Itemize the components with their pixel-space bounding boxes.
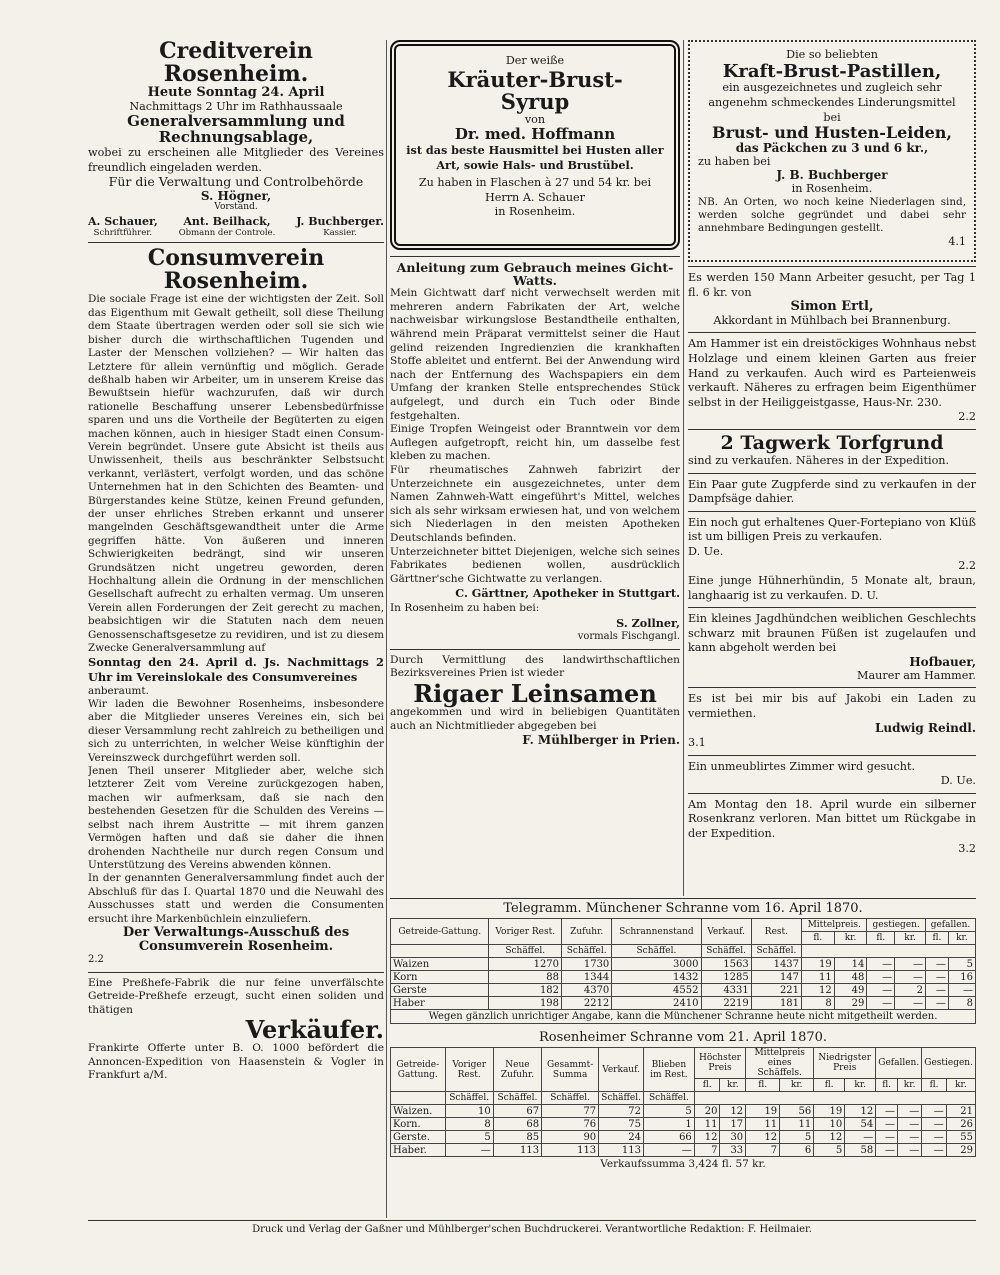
table-row — [391, 1144, 976, 1157]
signature-role: Schriftführer. — [93, 228, 153, 239]
table-cell: — — [922, 1105, 947, 1118]
signature-name: J. Buchberger. — [296, 215, 384, 229]
leinsamen-sig: F. Mühlberger in Prien. — [522, 733, 680, 748]
table-cell: 24 — [599, 1131, 644, 1144]
unit-cell — [391, 1092, 446, 1105]
divider — [688, 687, 976, 688]
creditverein-signatures — [88, 215, 384, 238]
table-cell: — — [898, 1118, 922, 1131]
table-cell: 77 — [542, 1105, 599, 1118]
laden-p: Es ist bei mir bis auf Jakobi ein Laden zu vermiethen. — [688, 692, 976, 720]
table-cell: 4552 — [612, 984, 701, 997]
table-cell: — — [867, 958, 895, 971]
divider — [688, 607, 976, 608]
sub-header: kr. — [895, 932, 926, 945]
table-row — [391, 958, 976, 971]
col-header: Verkauf. — [599, 1048, 644, 1092]
table-cell: 2212 — [562, 997, 612, 1010]
table-row — [391, 1118, 976, 1131]
table-row — [391, 1131, 976, 1144]
divider — [688, 755, 976, 756]
creditverein-chief: S. Högner, — [200, 188, 272, 203]
consumverein-p4: Jenen Theil unserer Mitglieder aber, welche sich letzterer Zeit vom Vereine zurückgezogen haben, machen wir aufmerksam, daß sie nach den bestehenden Gesetzen für die Schulden des Vereins — selbst nach ihrem Austritte — mit ihrem ganzen Vermögen haften und daß sie daher die ihnen drohenden Nachtheile nur durch regen Consum und Unterstützung des Vereins abwenden können. — [88, 765, 384, 871]
table-cell: — — [644, 1144, 695, 1157]
laden-num: 3.1 — [688, 736, 706, 750]
sub-header: fl. — [746, 1079, 780, 1092]
col-header: Verkauf. — [701, 919, 751, 945]
col-header: Zufuhr. — [562, 919, 612, 945]
table-cell: — — [898, 1131, 922, 1144]
syrup-l5: Dr. med. Hoffmann — [454, 125, 616, 144]
gichtwatt-p5: In Rosenheim zu haben bei: — [390, 601, 540, 614]
table-cell: 11 — [780, 1118, 814, 1131]
table-cell: — — [867, 984, 895, 997]
huehnerhund-ad: Eine junge Hühnerhündin, 5 Monate alt, braun, langhaarig ist zu verkaufen. D. U. — [688, 574, 976, 602]
gichtwatt-ad — [390, 261, 680, 645]
table-cell: — — [925, 984, 948, 997]
creditverein-event: Generalversammlung und Rechnungsablage, — [127, 112, 345, 147]
table-cell: 181 — [751, 997, 801, 1010]
table-cell: 30 — [720, 1131, 746, 1144]
creditverein-date: Heute Sonntag 24. April — [147, 85, 325, 101]
table-cell: 7 — [694, 1144, 720, 1157]
col-header: Blieben im Rest. — [644, 1048, 695, 1092]
table-cell: 11 — [694, 1118, 720, 1131]
pastillen-l1: Die so beliebten — [786, 48, 878, 61]
signature-role: Obmann der Controle. — [178, 228, 276, 239]
torf-ad — [688, 431, 976, 469]
sub-header: kr. — [780, 1079, 814, 1092]
consumverein-ad — [88, 247, 384, 968]
column-1 — [88, 40, 384, 1082]
table-cell: — — [922, 1131, 947, 1144]
table-cell: 3000 — [612, 958, 701, 971]
rosenheim-body — [391, 1105, 976, 1157]
table-cell: 1437 — [751, 958, 801, 971]
table-cell: 1 — [644, 1118, 695, 1131]
syrup-l4: von — [524, 112, 546, 126]
table-cell: 11 — [802, 971, 835, 984]
gichtwatt-p3: Für rheumatisches Zahnweh fabrizirt der Unterzeichnete ein ausgezeichnetes, unter dem Namen Zahnweh-Watt eingeführt's Mittel, welches sich als sehr wirksam erwiesen hat, und von welchem sich Niederlagen in den meisten Apotheken Deutschlands befinden. — [390, 463, 680, 544]
syrup-l8: in Rosenheim. — [494, 205, 576, 219]
leinsamen-title: Rigaer Leinsamen — [413, 678, 657, 708]
fortepiano-du: D. Ue. — [688, 544, 724, 558]
col-header: Gestiegen. — [922, 1048, 976, 1079]
table-cell: — — [895, 971, 926, 984]
zimmer-p: Ein unmeublirtes Zimmer wird gesucht. — [688, 759, 915, 773]
table-cell: 6 — [780, 1144, 814, 1157]
table-cell: 1730 — [562, 958, 612, 971]
table-cell: 33 — [720, 1144, 746, 1157]
table-cell: 21 — [946, 1105, 975, 1118]
col-header: Mittelpreis. — [802, 919, 867, 932]
syrup-l1: Der weiße — [505, 54, 565, 67]
table-cell: 221 — [751, 984, 801, 997]
gichtwatt-p4: Unterzeichneter bittet Diejenigen, welche sich seines Fabrikates bedienen wollen, ausdrücklich Gärttner'sche Gichtwatte zu verlangen. — [390, 545, 680, 585]
table-cell: 17 — [720, 1118, 746, 1131]
creditverein-chief-role: Vorstand. — [214, 202, 258, 213]
table-cell: 113 — [599, 1144, 644, 1157]
jagdhund-role: Maurer am Hammer. — [857, 668, 976, 682]
table-cell: — — [445, 1144, 493, 1157]
table-cell: 1563 — [701, 958, 751, 971]
table-cell: 68 — [493, 1118, 541, 1131]
rosenheim-summe: Verkaufssumma 3,424 fl. 57 kr. — [600, 1158, 766, 1170]
table-cell: 55 — [946, 1131, 975, 1144]
table-cell: 49 — [834, 984, 867, 997]
arbeiter-p2: Akkordant in Mühlbach bei Brannenburg. — [713, 313, 951, 327]
wohnhaus-p: Am Hammer ist ein dreistöckiges Wohnhaus nebst Holzlage und einem kleinen Garten aus freier Hand zu verkaufen. Auch wird es Parteienweis verkauft. Näheres zu erfragen beim Eigenthümer selbst in der Heiliggeistgasse, Haus-Nr. 230. — [688, 337, 976, 409]
table-cell: 85 — [493, 1131, 541, 1144]
col-header: Gesammt-Summa — [542, 1048, 599, 1092]
table-cell: 113 — [493, 1144, 541, 1157]
table-cell: 5 — [780, 1131, 814, 1144]
table-cell: 182 — [489, 984, 562, 997]
table-cell: 5 — [644, 1105, 695, 1118]
creditverein-sub: Nachmittags 2 Uhr im Rathhaussaale — [129, 99, 343, 113]
col-header: Voriger Rest. — [445, 1048, 493, 1092]
grain-type-cell: Waizen — [391, 958, 489, 971]
table-cell: 14 — [834, 958, 867, 971]
unit-cell: Schäffel. — [489, 945, 562, 958]
unit-cell: Schäffel. — [644, 1092, 695, 1105]
grain-type-cell: Haber — [391, 997, 489, 1010]
presshefe-text: Eine Preßhefe-Fabrik die nur feine unverfälschte Getreide-Preßhefe erzeugt, sucht einen soliden und thätigen — [88, 976, 384, 1016]
divider — [688, 793, 976, 794]
table-cell: 8 — [802, 997, 835, 1010]
rosenkranz-p: Am Montag den 18. April wurde ein silberner Rosenkranz verloren. Man bittet um Rückgabe in der Expedition. — [688, 797, 976, 840]
pastillen-l7: J. B. Buchberger — [776, 168, 888, 183]
column-3 — [688, 40, 976, 856]
table-cell: — — [876, 1144, 898, 1157]
table-cell: 5 — [445, 1131, 493, 1144]
pastillen-l6: zu haben bei — [698, 154, 771, 168]
table-cell: 19 — [746, 1105, 780, 1118]
table-cell: 12 — [845, 1105, 876, 1118]
divider — [688, 429, 976, 430]
unit-cell: Schäffel. — [493, 1092, 541, 1105]
muenchen-title: Telegramm. Münchener Schranne vom 16. April 1870. — [503, 901, 863, 916]
table-cell: 76 — [542, 1118, 599, 1131]
table-cell: 12 — [746, 1131, 780, 1144]
divider — [688, 332, 976, 333]
divider — [390, 898, 976, 899]
gichtwatt-sig2b: vormals Fischgangl. — [577, 631, 680, 643]
fortepiano-ad — [688, 516, 976, 574]
grain-type-cell: Haber. — [391, 1144, 446, 1157]
table-cell: — — [922, 1118, 947, 1131]
consumverein-num: 2.2 — [88, 954, 104, 966]
rosenheim-title: Rosenheimer Schranne vom 21. April 1870. — [538, 1030, 828, 1045]
table-cell: 147 — [751, 971, 801, 984]
column-rule — [386, 40, 387, 1218]
creditverein-body: wobei zu erscheinen alle Mitglieder des Vereines freundlich eingeladen werden. — [88, 145, 384, 174]
table-cell: — — [925, 958, 948, 971]
signature-name: A. Schauer, — [88, 215, 158, 229]
rosenkranz-num: 3.2 — [958, 841, 976, 855]
table-cell: — — [867, 971, 895, 984]
table-cell: — — [898, 1144, 922, 1157]
table-cell: 1432 — [612, 971, 701, 984]
syrup-ad — [390, 40, 680, 250]
table-cell: 1270 — [489, 958, 562, 971]
syrup-l3: Syrup — [500, 88, 570, 114]
fortepiano-num: 2.2 — [958, 559, 976, 573]
col-header: gestiegen. — [867, 919, 926, 932]
muenchen-note: Wegen gänzlich unrichtiger Angabe, kann die Münchener Schranne heute nicht mitgetheilt werden. — [390, 1010, 976, 1024]
table-cell: 90 — [542, 1131, 599, 1144]
col-header: Neue Zufuhr. — [493, 1048, 541, 1092]
jagdhund-ad — [688, 612, 976, 683]
syrup-l7: Zu haben in Flaschen à 27 und 54 kr. bei Herrn A. Schauer — [418, 176, 652, 204]
table-cell: 72 — [599, 1105, 644, 1118]
muenchen-body — [391, 958, 976, 1010]
signature-name: Ant. Beilhack, — [183, 215, 271, 229]
gichtwatt-p2: Einige Tropfen Weingeist oder Branntwein vor dem Auflegen aufgetropft, reicht hin, um dasselbe fest kleben zu machen. — [390, 423, 680, 463]
table-cell: 12 — [694, 1131, 720, 1144]
pastillen-l9: NB. An Orten, wo noch keine Niederlagen sind, werden solche gegründet und dabei sehr annehmbare Bedingungen gestellt. — [698, 196, 966, 235]
grain-type-cell: Gerste. — [391, 1131, 446, 1144]
grain-type-cell: Gerste — [391, 984, 489, 997]
zimmer-du: D. Ue. — [940, 774, 976, 788]
consumverein-date: Sonntag den 24. April d. Js. Nachmittags 2 Uhr im Vereinslokale des Consumvereines — [88, 655, 384, 685]
table-cell: 16 — [948, 971, 975, 984]
table-cell: 54 — [845, 1118, 876, 1131]
sub-header: fl. — [867, 932, 895, 945]
table-cell: 5 — [814, 1144, 845, 1157]
col-header: gefallen. — [925, 919, 975, 932]
table-cell: 48 — [834, 971, 867, 984]
sub-header: fl. — [876, 1079, 898, 1092]
table-cell: 29 — [946, 1144, 975, 1157]
rosenkranz-ad — [688, 798, 976, 856]
grain-type-cell: Korn. — [391, 1118, 446, 1131]
table-cell: 7 — [746, 1144, 780, 1157]
torf-p: sind zu verkaufen. Näheres in der Expedition. — [688, 453, 950, 467]
table-cell: 12 — [802, 984, 835, 997]
leinsamen-ad — [390, 654, 680, 748]
table-cell: 19 — [814, 1105, 845, 1118]
table-cell: 12 — [814, 1131, 845, 1144]
presshefe-ad — [88, 977, 384, 1083]
leinsamen-p2: angekommen und wird in beliebigen Quantitäten auch an Nichtmitlieder abgegeben bei — [390, 706, 680, 732]
pastillen-num: 4.1 — [948, 235, 966, 249]
table-cell: 198 — [489, 997, 562, 1010]
consumverein-title: Consumverein Rosenheim. — [147, 245, 325, 295]
sub-header: fl. — [814, 1079, 845, 1092]
consumverein-p3: Wir laden die Bewohner Rosenheims, insbesondere aber die Mitglieder unseres Vereines ein, sich bei dieser Versammlung recht zahlreich zu betheiligen und sich zu unterrichten, in welcher Weise künftighin der Vereinszweck durchgeführt werden soll. — [88, 698, 384, 764]
unit-cell: Schäffel. — [751, 945, 801, 958]
jagdhund-p: Ein kleines Jagdhündchen weiblichen Geschlechts schwarz mit braunen Füßen ist zugelaufen und kann abgeholt werden bei — [688, 612, 976, 655]
grain-type-cell: Korn — [391, 971, 489, 984]
table-cell: 29 — [834, 997, 867, 1010]
unit-cell: Schäffel. — [562, 945, 612, 958]
imprint-footer: Druck und Verlag der Gaßner und Mühlberger'schen Buchdruckerei. Verantwortliche Redaktion: F. Heilmaier. — [88, 1220, 976, 1235]
table-cell: — — [876, 1105, 898, 1118]
col-header: Mittelpreis eines Schäffels. — [746, 1048, 814, 1079]
table-cell: — — [867, 997, 895, 1010]
table-row — [391, 984, 976, 997]
table-cell: — — [895, 958, 926, 971]
schranne-tables — [390, 898, 976, 1172]
table-cell: 8 — [445, 1118, 493, 1131]
table-cell: 10 — [814, 1118, 845, 1131]
col-header: Niedrigster Preis — [814, 1048, 876, 1079]
table-cell: — — [895, 997, 926, 1010]
table-cell: 19 — [802, 958, 835, 971]
jagdhund-name: Hofbauer, — [909, 655, 976, 670]
table-row — [391, 997, 976, 1010]
consumverein-p5: In der genannten Generalversammlung findet auch der Abschluß für das I. Quartal 1870 und die Neuwahl des Ausschusses statt und werden die Consumenten ersucht ihre Markenbüchlein einzuliefern. — [88, 872, 384, 925]
presshefe-text2: Frankirte Offerte unter B. O. 1000 befördert die Annoncen-Expedition von Haasenstein & Vogler in Frankfurt a/M. — [88, 1042, 384, 1082]
table-cell: — — [845, 1131, 876, 1144]
table-cell: — — [876, 1131, 898, 1144]
unit-cell — [802, 945, 976, 958]
sub-header: kr. — [946, 1079, 975, 1092]
table-cell: 58 — [845, 1144, 876, 1157]
sub-header: fl. — [925, 932, 948, 945]
sub-header: fl. — [922, 1079, 947, 1092]
gichtwatt-sig: C. Gärttner, Apotheker in Stuttgart. — [455, 586, 680, 601]
col-header: Höchster Preis — [694, 1048, 745, 1079]
pastillen-l2: Kraft-Brust-Pastillen, — [722, 60, 942, 82]
unit-cell: Schäffel. — [612, 945, 701, 958]
consumverein-sign: Der Verwaltungs-Ausschuß des Consumverein Rosenheim. — [122, 924, 350, 954]
table-cell: — — [925, 997, 948, 1010]
table-cell: — — [948, 984, 975, 997]
arbeiter-ad — [688, 271, 976, 328]
col-header: Voriger Rest. — [489, 919, 562, 945]
table-cell: 2 — [895, 984, 926, 997]
sub-header: kr. — [948, 932, 975, 945]
table-cell: 11 — [746, 1118, 780, 1131]
pastillen-l8: in Rosenheim. — [791, 181, 873, 195]
table-cell: 4370 — [562, 984, 612, 997]
unit-cell: Schäffel. — [701, 945, 751, 958]
wohnhaus-ad — [688, 337, 976, 425]
gichtwatt-sig2: S. Zollner, — [616, 615, 680, 630]
divider — [688, 473, 976, 474]
column-2 — [390, 40, 680, 748]
divider — [88, 972, 384, 973]
divider — [390, 256, 680, 257]
gichtwatt-title: Anleitung zum Gebrauch meines Gicht-Watts. — [396, 260, 674, 289]
col-header: Getreide-Gattung. — [391, 919, 489, 945]
table-cell: — — [898, 1105, 922, 1118]
zimmer-ad — [688, 760, 976, 789]
table-cell: 5 — [948, 958, 975, 971]
table-cell: 56 — [780, 1105, 814, 1118]
sub-header: kr. — [720, 1079, 746, 1092]
column-rule — [683, 40, 684, 896]
divider — [88, 242, 384, 243]
consumverein-p2: anberaumt. — [88, 684, 149, 697]
torf-title: 2 Tagwerk Torfgrund — [720, 431, 944, 454]
zugpferde-ad: Ein Paar gute Zugpferde sind zu verkaufen in der Dampfsäge dahier. — [688, 477, 976, 506]
fortepiano-p: Ein noch gut erhaltenes Quer-Fortepiano von Klüß ist um billigen Preis zu verkaufen. — [688, 515, 976, 544]
table-cell: 67 — [493, 1105, 541, 1118]
table-cell: 20 — [694, 1105, 720, 1118]
table-cell: — — [925, 971, 948, 984]
consumverein-p1: Die sociale Frage ist eine der wichtigsten der Zeit. Soll das Eigenthum mit Gewalt getheilt, soll diese Theilung dem Staate übertragen werden oder soll sie sich wie bisher durch die wirthschaftlichen Tugenden und Laster der Menschen vollziehen? — Wir halten das Letztere für allein vernünftig und möglich. Gerade deßhalb haben wir Arbeiter, um in unserem Kreise das Bewußtsein hiefür wachzurufen, daß wir durch rationelle Beschaffung unserer Lebensbedürfnisse sparen und uns die Vortheile der Begüterten zu eigen machen können, auch in hiesiger Stadt einen Consum-Verein begründet. Unsere gute Absicht ist theils aus Unwissenheit, theils aus beschränkter Selbstsucht verkannt, verlästert, verfolgt worden, und das schöne Unternehmen hat in den Schichten des Beamten- und Bürgerstandes keine Stütze, keinen Freund gefunden, der unser ehrliches Streben erkannt und unserer mangelnden Geschäftsgewandtheit unter die Arme gegriffen hätte. Von äußeren und inneren Schwierigkeiten bedrängt, sind wir unseren Grundsätzen nicht ungetreu geworden, deren Hochhaltung allein die Ordnung in der menschlichen Gesellschaft aufrecht zu erhalten vermag. Um unseren Verein allen Forderungen der Zeit gerecht zu machen, beabsichtigen wir die Statuten nach dem neuen Genossenschaftsgesetze zu revidiren, und ist zu diesem Zwecke Generalversammlung auf — [88, 293, 384, 655]
sub-header: kr. — [898, 1079, 922, 1092]
pastillen-l4: Brust- und Husten-Leiden, — [712, 123, 952, 143]
pastillen-l3: ein ausgezeichnetes und zugleich sehr angenehm schmeckendes Linderungsmittel bei — [708, 81, 956, 124]
table-cell: 8 — [948, 997, 975, 1010]
laden-name: Ludwig Reindl. — [874, 721, 976, 736]
table-cell: 10 — [445, 1105, 493, 1118]
unit-cell — [391, 945, 489, 958]
unit-cell — [694, 1092, 975, 1105]
grain-type-cell: Waizen. — [391, 1105, 446, 1118]
presshefe-big: Verkäufer. — [245, 1015, 384, 1045]
table-cell: 26 — [946, 1118, 975, 1131]
arbeiter-p1: Es werden 150 Mann Arbeiter gesucht, per Tag 1 fl. 6 kr. von — [688, 271, 976, 299]
table-row — [391, 971, 976, 984]
sub-header: kr. — [845, 1079, 876, 1092]
rosenheim-table — [390, 1047, 976, 1157]
table-cell: — — [876, 1118, 898, 1131]
table-cell: 2219 — [701, 997, 751, 1010]
syrup-l6: ist das beste Hausmittel bei Husten aller Art, sowie Hals- und Brustübel. — [406, 143, 664, 172]
unit-cell: Schäffel. — [599, 1092, 644, 1105]
table-row — [391, 1105, 976, 1118]
unit-cell: Schäffel. — [445, 1092, 493, 1105]
syrup-l2: Kräuter-Brust- — [447, 66, 623, 92]
table-cell: 88 — [489, 971, 562, 984]
divider — [390, 649, 680, 650]
pastillen-ad — [688, 40, 976, 262]
col-header: Schrannenstand — [612, 919, 701, 945]
table-cell: 12 — [720, 1105, 746, 1118]
table-cell: 2410 — [612, 997, 701, 1010]
sub-header: fl. — [694, 1079, 720, 1092]
sub-header: kr. — [834, 932, 867, 945]
creditverein-title: Creditverein Rosenheim. — [159, 40, 313, 88]
col-header: Getreide-Gattung. — [391, 1048, 446, 1092]
table-cell: 4331 — [701, 984, 751, 997]
col-header: Gefallen. — [876, 1048, 922, 1079]
creditverein-auth: Für die Verwaltung und Controlbehörde — [108, 174, 364, 190]
laden-ad — [688, 692, 976, 750]
divider — [688, 266, 976, 267]
col-header: Rest. — [751, 919, 801, 945]
divider — [688, 511, 976, 512]
pastillen-l5: das Päckchen zu 3 und 6 kr., — [735, 141, 929, 156]
leinsamen-p1: Durch Vermittlung des landwirthschaftlichen Bezirksvereines Prien ist wieder — [390, 653, 680, 680]
table-cell: 113 — [542, 1144, 599, 1157]
muenchen-table — [390, 918, 976, 1010]
gichtwatt-p1: Mein Gichtwatt darf nicht verwechselt werden mit mehreren andern Fabrikaten der Art, welche nachweisbar wirkungslose Bestandtheile enthalten, während mein Präparat vermittelst seiner die Haut gelind reizenden Ingredienzien die krankhaften Stoffe ableitet und entfernt. Bei der Anwendung wird nach der Entfernung des Wachspapiers ein dem Umfang der kranken Stelle entsprechendes Stück aufgelegt, und durch ein Tuch oder Binde festgehalten. — [390, 287, 680, 422]
table-cell: 75 — [599, 1118, 644, 1131]
sub-header: fl. — [802, 932, 835, 945]
table-cell: 1344 — [562, 971, 612, 984]
wohnhaus-num: 2.2 — [958, 410, 976, 424]
creditverein-ad — [88, 40, 384, 238]
table-cell: — — [922, 1144, 947, 1157]
table-cell: 66 — [644, 1131, 695, 1144]
unit-cell: Schäffel. — [542, 1092, 599, 1105]
arbeiter-name: Simon Ertl, — [790, 299, 874, 315]
table-cell: 1285 — [701, 971, 751, 984]
signature-role: Kassier. — [323, 228, 357, 239]
